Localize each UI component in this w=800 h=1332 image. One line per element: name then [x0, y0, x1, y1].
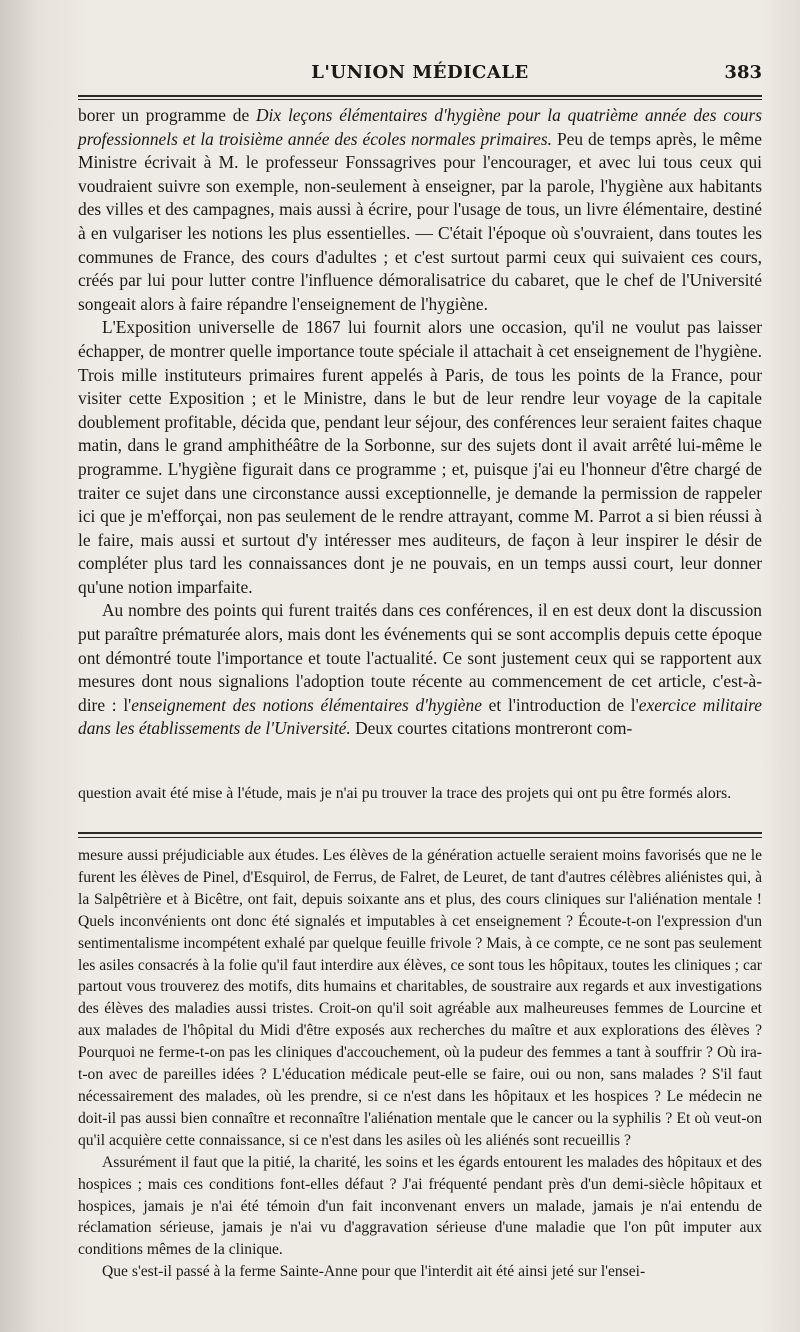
paragraph-3-italic-b: exercice militaire dans les établissements de l'Université. — [78, 694, 763, 739]
page-number: 383 — [724, 62, 762, 83]
header-rule-thick — [78, 95, 762, 97]
paragraph-3-italic-a: enseignement des notions élémentaires d'hygiène — [131, 694, 482, 715]
lower-paragraph-1: mesure aussi préjudiciable aux études. Les élèves de la génération actuelle seraient moins favorisés que ne le furent les élèves de Pinel, d'Esquirol, de Ferrus, de Falret, de Leuret, de tant d'autres célèbres aliénistes qui, à la Salpêtrière et à Bicêtre, ont fait, depuis soixante ans et plus, des cours cliniques sur l'aliénation mentale ! Quels inconvénients ont donc été signalés et imputables à cet enseignement ? Écoute-t-on l'expression d'un sentimentalisme incompétent exhalé par quelque feuille frivole ? Mais, à ce compte, ce ne sont pas seulement les asiles consacrés à la folie qu'il faut interdire aux élèves, ce sont tous les hôpitaux, toutes les cliniques ; car partout vous trouverez des motifs, dits humains et charitables, de soustraire aux regards et aux investigations des élèves des maladies aussi tristes. Croit-on qu'il soit agréable aux malheureuses femmes de Lourcine et aux malades de l'hôpital du Midi d'être exposés aux recherches du maître et aux explorations des élèves ? Pourquoi ne ferme-t-on pas les cliniques d'accouchement, où la pudeur des femmes a tant à souffrir ? Où ira-t-on avec de pareilles idées ? L'éducation médicale peut-elle se faire, oui ou non, sans malades ? S'il faut nécessairement des malades, où les prendre, si ce n'est dans les hôpitaux et les hospices ? Le médecin ne doit-il pas aussi bien connaître et reconnaître l'aliénation mentale que le cancer ou la syphilis ? Et où veut-on qu'il acquière cette connaissance, si ce n'est dans les asiles où les aliénés sont recueillis ? — [78, 847, 762, 1149]
footnote: question avait été mise à l'étude, mais je n'ai pu trouver la trace des projets qui ont pu être formés alors. — [78, 785, 732, 802]
header-rule-thin — [78, 99, 762, 100]
running-header — [78, 62, 762, 88]
paragraph-3-text-b: et l'introduction de l' — [481, 694, 639, 715]
paragraph-3-text-a: Au nombre des points qui furent traités dans ces conférences, il en est deux dont la discussion put paraître prématurée alors, mais dont les événements qui se sont accomplis depuis cette époque ont démontré toute l'importance et toute l'actualité. Ce sont justement ceux qui se rapportent aux mesures dont nous signalions l'adoption toute récente au commencement de cet article, c'est-à-dire : l' — [78, 600, 762, 715]
paragraph-1-italic-title: Dix leçons élémentaires d'hygiène pour la quatrième année des cours professionnels et la troisième année des écoles normales primaires. — [78, 105, 762, 149]
paragraph-1 — [78, 104, 762, 316]
lower-paragraph-2: Assurément il faut que la pitié, la charité, les soins et les égards entourent les malades des hôpitaux et des hospices ; mais ces conditions font-elles défaut ? J'ai fréquenté pendant près d'un demi-siècle hôpitaux et hospices, jamais je n'ai été témoin d'un fait inconvenant envers un malade, jamais je n'ai entendu de réclamation sérieuse, jamais je n'ai vu d'aggravation sérieuse d'une maladie que l'on pût imputer aux conditions mêmes de la clinique. — [78, 1153, 762, 1259]
section-rule-thin — [78, 837, 762, 838]
section-rule-thick — [78, 832, 762, 834]
paragraph-3 — [78, 599, 762, 741]
running-title: L'UNION MÉDICALE — [311, 62, 529, 83]
paragraph-1-text-a: borer un programme de — [78, 105, 256, 125]
lower-text — [78, 845, 762, 1283]
lower-paragraph-3: Que s'est-il passé à la ferme Sainte-Anne pour que l'interdit ait été ainsi jeté sur l'ensei- — [102, 1263, 646, 1281]
paragraph-2: L'Exposition universelle de 1867 lui fournit alors une occasion, qu'il ne voulut pas laisser échapper, de montrer quelle importance toute spéciale il attachait à cet enseignement de l'hygiène. Trois mille instituteurs primaires furent appelés à Paris, de tous les points de la France, pour visiter cette Exposition ; et le Ministre, dans le but de leur rendre leur voyage de la capitale doublement profitable, décida que, pendant leur séjour, des conférences leur seraient faites chaque matin, dans le grand amphithéâtre de la Sorbonne, sur des sujets dont il avait arrêté lui-même le programme. L'hygiène figurait dans ce programme ; et, puisque j'ai eu l'honneur d'être chargé de traiter ce sujet dans une circonstance aussi exceptionnelle, je demande la permission de rappeler ici que je m'efforçai, non pas seulement de le rendre attrayant, comme M. Parrot a si bien réussi à le faire, mais aussi et surtout d'y intéresser mes auditeurs, de façon à leur inspirer le désir de compléter plus tard les connaissances dont je ne pouvais, en un temps aussi court, leur donner qu'une notion imparfaite. — [78, 317, 762, 597]
paragraph-1-text-b: Peu de temps après, le même Ministre écrivait à M. le professeur Fonssagrives pour l'encourager, et avec lui tous ceux qui voudraient suivre son exemple, non-seulement à enseigner, par la parole, l'hygiène aux habitants des villes et des campagnes, mais aussi à écrire, pour l'usage de tous, un livre élémentaire, destiné à en vulgariser les notions les plus essentielles. — C'était l'époque où s'ouvraient, dans toutes les communes de France, des cours d'adultes ; et c'est surtout parmi ceux qui suivaient ces cours, créés par lui pour lutter contre l'influence démoralisatrice du cabaret, que le chef de l'Université songeait alors à faire répandre l'enseignement de l'hygiène. — [78, 128, 762, 314]
paragraph-3-text-c: Deux courtes citations montreront com- — [350, 718, 633, 739]
main-text — [78, 104, 762, 741]
